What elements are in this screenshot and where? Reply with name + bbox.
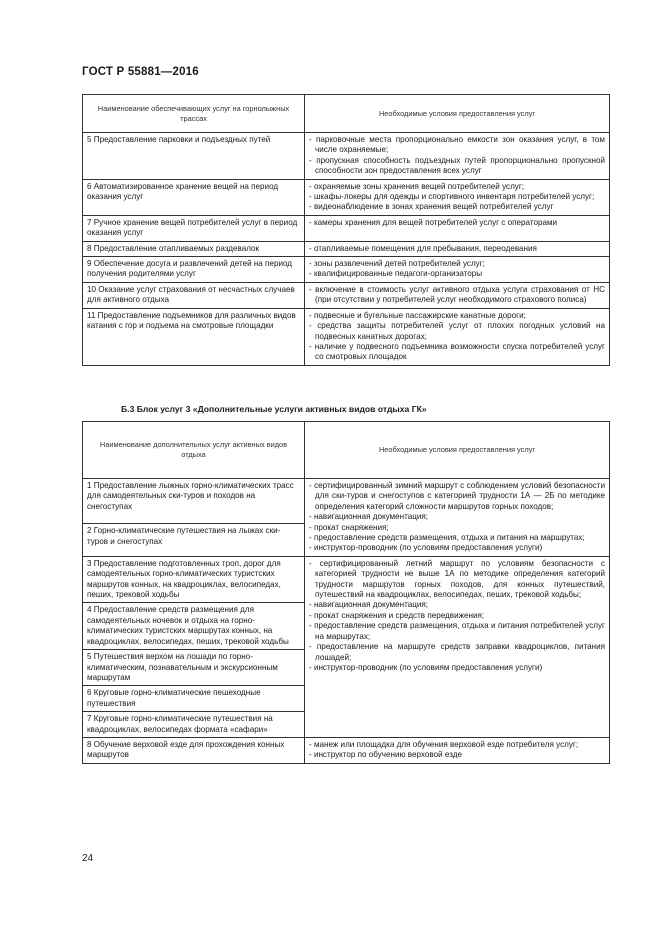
condition-item: - наличие у подвесного подъемника возможности спуска потребителей услуг со смотровых площадок xyxy=(309,341,605,362)
service-cell xyxy=(83,257,305,283)
condition-item: - предоставление средств размещения, отдыха и питания на маршрутах; xyxy=(309,533,585,543)
service-cell xyxy=(83,215,305,241)
conditions-cell xyxy=(305,308,610,365)
condition-item: - сертифицированный зимний маршрут с соблюдением условий безопасности для ски-туров и снегоступов с категорией трудности 1А — 2Б по методике определения категорий сложности маршрутов горных походов; xyxy=(309,481,605,511)
condition-item: - навигационная документация; xyxy=(309,600,428,610)
column-header-conditions: Необходимые условия предоставления услуг xyxy=(305,422,610,479)
table-row xyxy=(83,308,610,365)
service-name: 10 Оказание услуг страхования от несчастных случаев для активного отдыха xyxy=(87,284,295,305)
services-table-ski-slopes xyxy=(82,94,610,366)
service-name: 3 Предоставление подготовленных троп, дорог для самодеятельных горно-климатических туристских маршрутов конных, на квадроциклах, велосипедах, пеших, трековой ходьбы xyxy=(87,558,281,600)
service-name: 6 Круговые горно-климатические пешеходные путешествия xyxy=(87,688,261,708)
table-row xyxy=(83,282,610,308)
service-name: 7 Ручное хранение вещей потребителей услуг в период оказания услуг xyxy=(87,217,298,238)
condition-item: - инструктор-проводник (по условиям предоставления услуги) xyxy=(309,662,543,672)
service-name: 5 Путешествия верхом на лошади по горно-климатическим, познавательным и экскурсионным маршрутам xyxy=(87,652,278,682)
condition-item: - включение в стоимость услуг активного отдыха услуги страхования от НС (при отсутствии у потребителей услуг необходимого страхового полиса) xyxy=(309,284,605,305)
condition-item: - видеонаблюдение в зонах хранения вещей потребителей услуг xyxy=(309,202,554,212)
condition-item: - инструктор-проводник (по условиям предоставления услуги) xyxy=(309,543,543,553)
condition-item: - предоставление средств размещения, отдыха и питания потребителей услуг на маршрутах; xyxy=(309,621,605,641)
column-header-services: Наименование дополнительных услуг активных видов отдыха xyxy=(83,422,305,479)
condition-item: - отапливаемые помещения для пребывания, переодевания xyxy=(309,243,537,253)
conditions-cell xyxy=(305,215,610,241)
service-cell xyxy=(83,524,305,556)
services-table-active-recreation xyxy=(82,421,610,764)
table-row xyxy=(83,737,610,763)
service-name: 7 Круговые горно-климатические путешествия на квадроциклах, велосипедах формата «сафари» xyxy=(87,714,273,734)
condition-item: - инструктор по обучению верховой езде xyxy=(309,750,462,760)
column-header-conditions: Необходимые условия предоставления услуг xyxy=(305,95,610,133)
condition-item: - охраняемые зоны хранения вещей потребителей услуг; xyxy=(309,181,525,191)
conditions-cell xyxy=(305,737,610,763)
service-name: 4 Предоставление средств размещения для самодеятельных ночевок и отдыха на горно-климатических туристских маршрутах конных, на квадроциклах, велосипедах, пеших, трековой ходьбы xyxy=(87,605,289,646)
table-row xyxy=(83,479,610,524)
condition-item: - прокат снаряжения и средств передвижения; xyxy=(309,610,485,620)
conditions-cell xyxy=(305,282,610,308)
table-row xyxy=(83,241,610,256)
condition-item: - средства защиты потребителей услуг от плохих погодных условий на подвесных канатных дорогах; xyxy=(309,321,605,341)
table-row xyxy=(83,556,610,603)
service-cell xyxy=(83,308,305,365)
condition-item: - прокат снаряжения; xyxy=(309,522,389,532)
conditions-cell xyxy=(305,257,610,283)
service-name: 8 Обучение верховой езде для прохождения конных маршрутов xyxy=(87,739,285,760)
service-name: 2 Горно-климатические путешествия на лыжах ски-туров и снегоступах xyxy=(87,526,281,546)
condition-item: - зоны развлечений детей потребителей услуг; xyxy=(309,259,485,269)
service-name: 8 Предоставление отапливаемых раздевалок xyxy=(87,243,260,253)
page-number: 24 xyxy=(82,853,94,864)
service-cell xyxy=(83,603,305,650)
condition-item: - камеры хранения для вещей потребителей услуг с операторами xyxy=(309,217,558,227)
service-name: 6 Автоматизированное хранение вещей на период оказания услуг xyxy=(87,181,279,202)
service-cell xyxy=(83,556,305,603)
service-cell xyxy=(83,650,305,686)
table-row xyxy=(83,257,610,283)
document-header: ГОСТ Р 55881—2016 xyxy=(82,66,199,78)
table-row xyxy=(83,215,610,241)
service-cell xyxy=(83,686,305,712)
condition-item: - пропускная способность подъездных путей пропорционально пропускной способности зон предоставления всех услуг xyxy=(309,155,605,176)
conditions-cell xyxy=(305,133,610,180)
service-name: 5 Предоставление парковки и подъездных путей xyxy=(87,135,271,144)
section-title: Б.3 Блок услуг 3 «Дополнительные услуги активных видов отдыха ГК» xyxy=(121,404,427,414)
service-name: 11 Предоставление подъемников для различных видов катания с гор и подъема на смотровые площадки xyxy=(87,310,296,331)
condition-item: - манеж или площадка для обучения верховой езде потребителя услуг; xyxy=(309,739,579,749)
condition-item: - квалифицированные педагоги-организаторы xyxy=(309,269,483,279)
condition-item: - подвесные и бугельные пассажирские канатные дороги; xyxy=(309,310,526,320)
service-cell xyxy=(83,479,305,524)
service-name: 9 Обеспечение досуга и развлечений детей на период получения родителями услуг xyxy=(87,259,293,279)
service-cell xyxy=(83,282,305,308)
service-cell xyxy=(83,179,305,215)
condition-item: - парковочные места пропорционально емкости зон оказания услуг, в том числе охраняемые; xyxy=(309,135,605,155)
service-cell xyxy=(83,133,305,180)
table-row xyxy=(83,133,610,180)
service-name: 1 Предоставление лыжных горно-климатических трасс для самодеятельных ски-туров и походов на снегоступах xyxy=(87,481,294,511)
condition-item: - предоставление на маршруте средств заправки квадроциклов, питания лошадей; xyxy=(309,642,605,662)
condition-item: - сертифицированный летний маршрут по условиям безопасности с категорией трудности не выше 1А по методике определения категорий трудности маршрутов горных походов, для конных путешествий, путешествий на квадроциклах, велосипедах, пеших, трековой ходьбы; xyxy=(309,558,605,600)
conditions-cell xyxy=(305,241,610,256)
condition-item: - шкафы-локеры для одежды и спортивного инвентаря потребителей услуг; xyxy=(309,192,595,202)
service-cell xyxy=(83,737,305,763)
conditions-cell xyxy=(305,556,610,737)
conditions-cell xyxy=(305,479,610,557)
service-cell xyxy=(83,712,305,738)
condition-item: - навигационная документация; xyxy=(309,512,428,522)
conditions-cell xyxy=(305,179,610,215)
column-header-services: Наименование обеспечивающих услуг на горнолыжных трассах xyxy=(83,95,305,133)
service-cell xyxy=(83,241,305,256)
table-row xyxy=(83,179,610,215)
